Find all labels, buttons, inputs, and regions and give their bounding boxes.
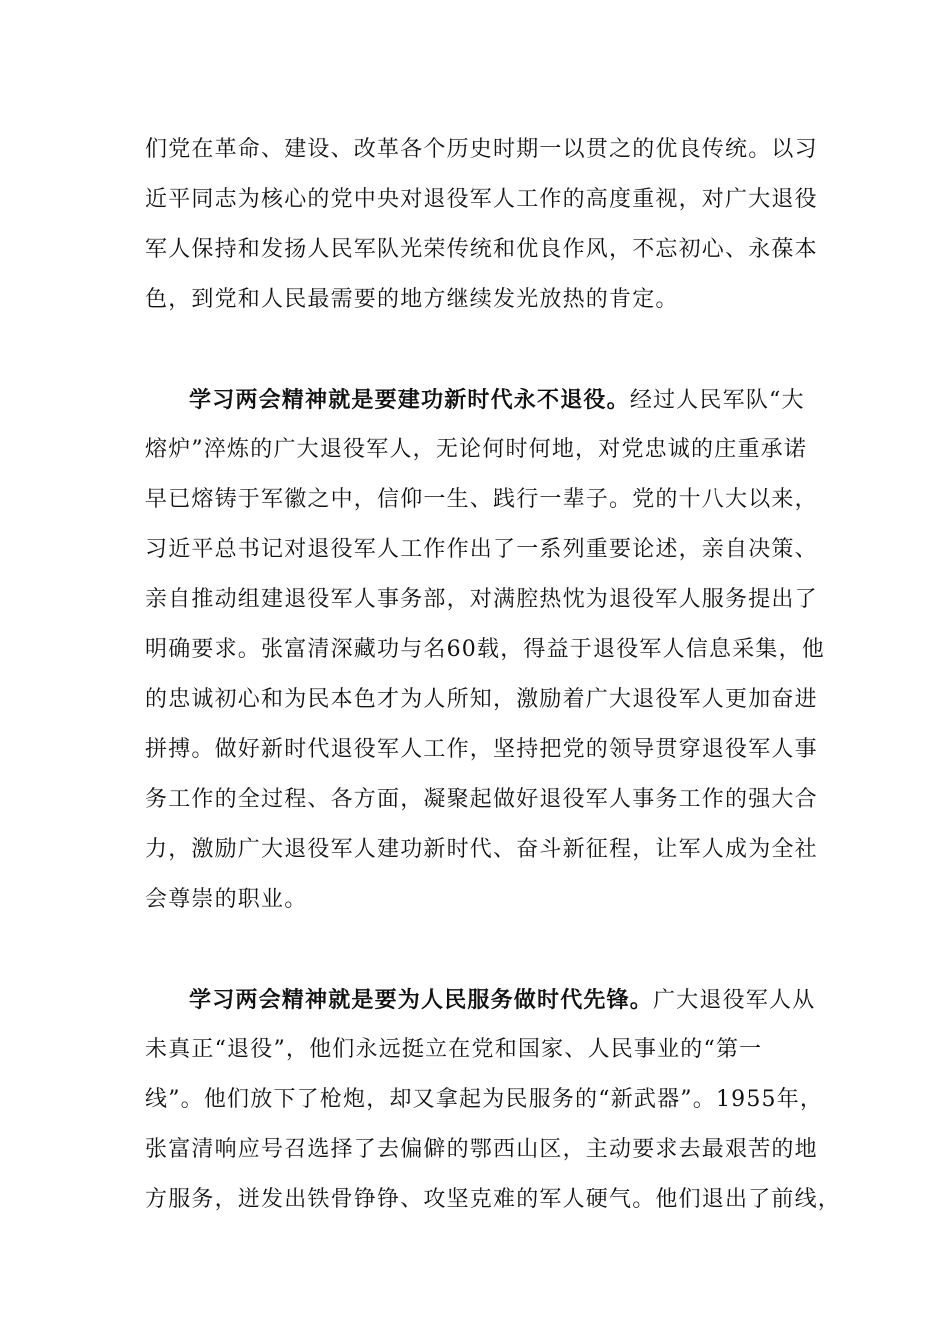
paragraph-2-heading: 学习两会精神就是要建功新时代永不退役。 [189,387,630,413]
paragraph-2-line: 明确要求。张富清深藏功与名60载，得益于退役军人信息采集，他 [145,637,825,662]
paragraph-3-first-line-rest: 广大退役军人从 [653,988,816,1013]
paragraph-1-line-2: 近平同志为核心的党中央对退役军人工作的高度重视，对广大退役 [145,187,818,212]
paragraph-2-line: 拼搏。做好新时代退役军人工作，坚持把党的领导贯穿退役军人事 [145,737,818,762]
paragraph-2-line: 习近平总书记对退役军人工作作出了一系列重要论述，亲自决策、 [145,537,818,562]
paragraph-3-line: 张富清响应号召选择了去偏僻的鄂西山区，主动要求去最艰苦的地 [145,1137,818,1162]
paragraph-3-line: 线”。他们放下了枪炮，却又拿起为民服务的“新武器”。1955年， [145,1087,824,1112]
paragraph-2-line: 熔炉”淬炼的广大退役军人，无论何时何地，对党忠诚的庄重承诺 [145,437,808,462]
paragraph-2-line: 早已熔铸于军徽之中，信仰一生、践行一辈子。党的十八大以来， [145,487,818,512]
paragraph-2-line: 务工作的全过程、各方面，凝聚起做好退役军人事务工作的强大合 [145,787,818,812]
paragraph-2-line: 亲自推动组建退役军人事务部，对满腔热忱为退役军人服务提出了 [145,587,818,612]
paragraph-2-line: 会尊崇的职业。 [145,887,308,912]
paragraph-3-line: 未真正“退役”，他们永远挺立在党和国家、人民事业的“第一 [145,1037,763,1062]
paragraph-1-line-4: 色，到党和人民最需要的地方继续发光放热的肯定。 [145,287,679,312]
paragraph-2-first-line-rest: 经过人民军队“大 [629,388,805,413]
paragraph-1-line-1: 们党在革命、建设、改革各个历史时期一以贯之的优良传统。以习 [145,137,818,162]
paragraph-2-line: 力，激励广大退役军人建功新时代、奋斗新征程，让军人成为全社 [145,837,818,862]
paragraph-1-line-3: 军人保持和发扬人民军队光荣传统和优良作风，不忘初心、永葆本 [145,237,818,262]
paragraph-3-heading: 学习两会精神就是要为人民服务做时代先锋。 [189,987,654,1013]
paragraph-2-line: 的忠诚初心和为民本色才为人所知，激励着广大退役军人更加奋进 [145,687,818,712]
paragraph-3-first-line [189,980,825,1020]
paragraph-3-line: 方服务，迸发出铁骨铮铮、攻坚克难的军人硬气。他们退出了前线， [145,1187,842,1212]
paragraph-2-first-line [189,380,825,420]
